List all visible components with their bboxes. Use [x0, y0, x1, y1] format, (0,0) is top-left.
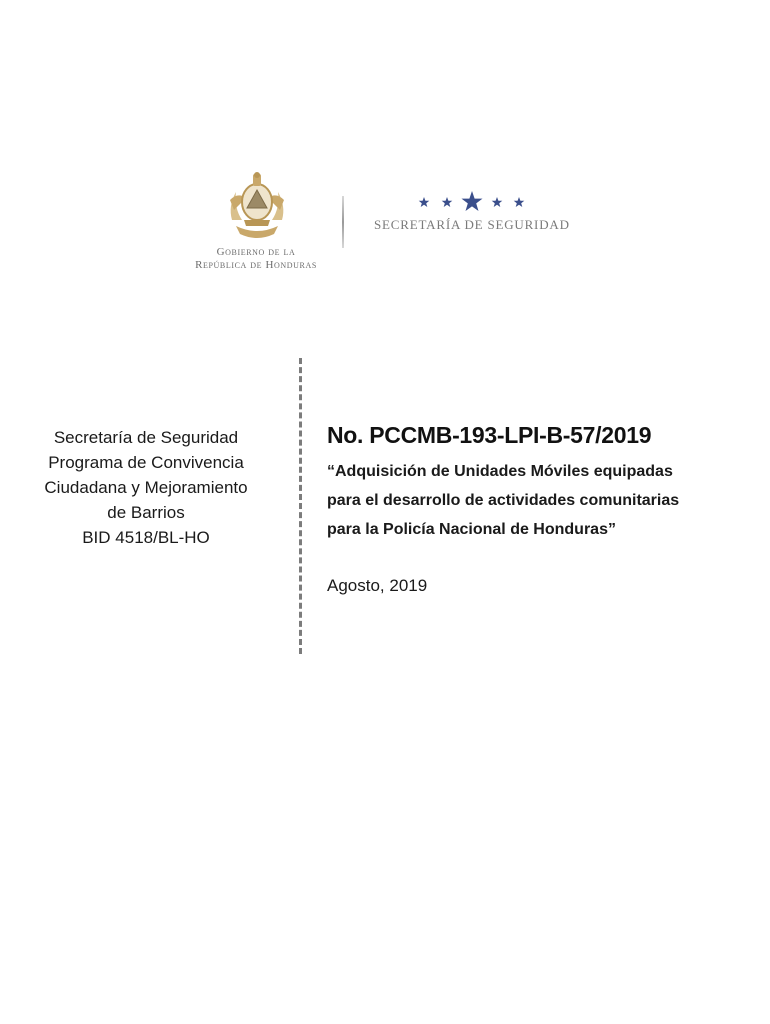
program-info-line: Programa de Convivencia [48, 453, 244, 472]
logo-divider [342, 196, 344, 248]
document-number: No. PCCMB-193-LPI-B-57/2019 [327, 422, 652, 448]
five-stars-icon [412, 188, 532, 216]
program-info-line: de Barrios [107, 503, 185, 522]
dashed-separator [299, 358, 302, 654]
program-info-line: Ciudadana y Mejoramiento [44, 478, 248, 497]
coat-of-arms-icon [224, 170, 290, 246]
document-title-line: para el desarrollo de actividades comunitarias [327, 492, 680, 509]
government-logo-line: Gobierno de la [216, 246, 296, 258]
government-logo-text [170, 246, 342, 272]
secretaria-logo-text: SECRETARÍA DE SEGURIDAD [374, 217, 570, 232]
document-date: Agosto, 2019 [327, 576, 428, 595]
program-info-line: Secretaría de Seguridad [53, 428, 239, 447]
document-title-line: “Adquisición de Unidades Móviles equipadas [327, 463, 673, 480]
program-info-line: BID 4518/BL-HO [82, 528, 210, 547]
document-title-line: para la Policía Nacional de Honduras” [327, 521, 616, 538]
program-info [28, 425, 264, 550]
government-logo-line: República de Honduras [195, 259, 317, 271]
document-title [327, 457, 727, 544]
